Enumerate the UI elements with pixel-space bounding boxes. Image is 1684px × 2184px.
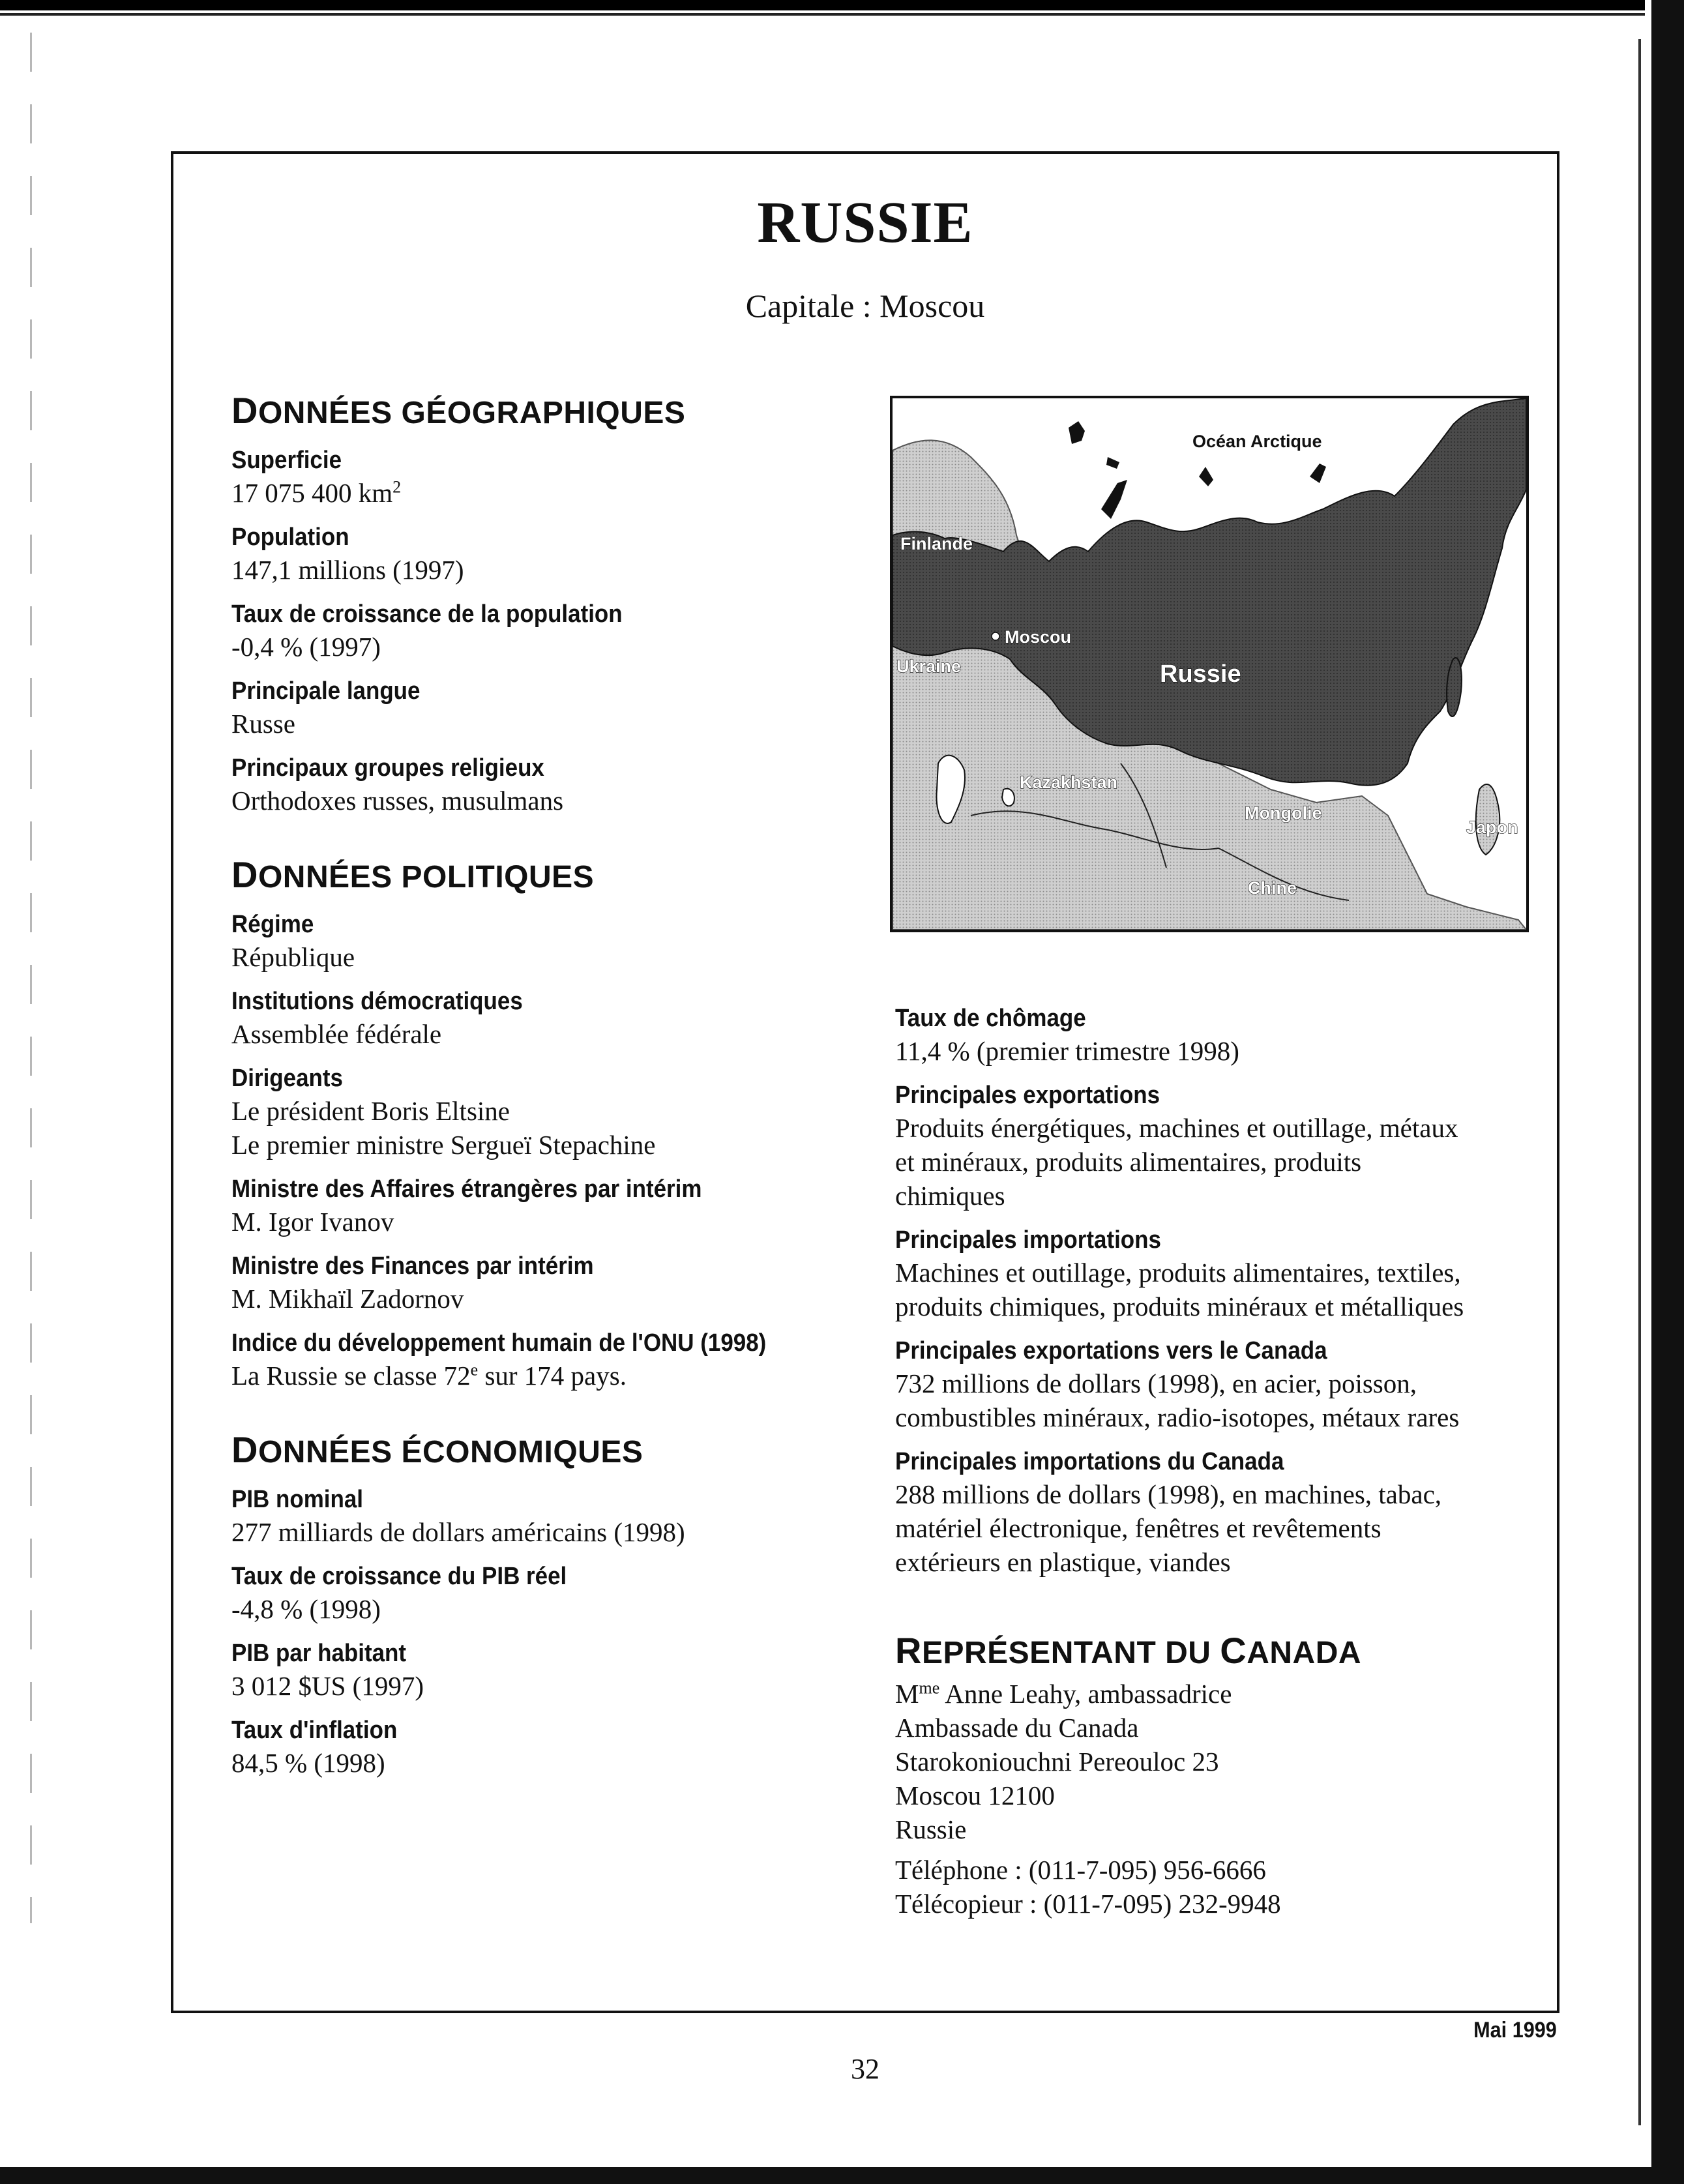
phone-number: Téléphone : (011-7-095) 956-6666 xyxy=(895,1855,1266,1885)
moscow-dot xyxy=(992,632,999,640)
representative-heading: REPRÉSENTANT DU CANADA xyxy=(895,1630,1362,1671)
geo-section xyxy=(231,391,883,818)
field-value: chimiques xyxy=(895,1181,1005,1211)
map-label-ocean: Océan Arctique xyxy=(1192,432,1322,451)
field-label: Taux de croissance de la population xyxy=(231,600,623,628)
field-label: PIB nominal xyxy=(231,1486,364,1513)
field-label: Taux d'inflation xyxy=(231,1717,398,1744)
left-column xyxy=(231,391,883,1818)
field-label: Régime xyxy=(231,911,314,938)
pol-section xyxy=(231,855,883,1393)
map-label-mongolia: Mongolie xyxy=(1245,803,1322,823)
address-line: Starokoniouchni Pereouloc 23 xyxy=(895,1747,1219,1777)
map-label-kazakhstan: Kazakhstan xyxy=(1020,773,1118,792)
map-svg xyxy=(893,398,1526,930)
field-label: Ministre des Finances par intérim xyxy=(231,1252,594,1280)
field-value: Machines et outillage, produits alimentaires, textiles, xyxy=(895,1258,1461,1288)
field-label: Dirigeants xyxy=(231,1065,343,1092)
scan-edge-left xyxy=(30,33,32,1923)
field-value: M. Igor Ivanov xyxy=(231,1207,394,1237)
field-label: Population xyxy=(231,524,349,551)
pol-heading: DONNÉES POLITIQUES xyxy=(231,854,595,895)
eco-heading: DONNÉES ÉCONOMIQUES xyxy=(231,1429,643,1470)
scan-edge-right-inner xyxy=(1636,39,1645,2125)
field-label: Principales exportations vers le Canada xyxy=(895,1337,1327,1365)
scan-edge-top xyxy=(0,0,1684,20)
field-value: 288 millions de dollars (1998), en machines, tabac, xyxy=(895,1479,1442,1509)
address-line: Ambassade du Canada xyxy=(895,1713,1139,1743)
field-value: et minéraux, produits alimentaires, produits xyxy=(895,1147,1362,1177)
page-subtitle: Capitale : Moscou xyxy=(745,288,985,324)
field-value: République xyxy=(231,942,355,972)
address-line: Moscou 12100 xyxy=(895,1780,1055,1810)
field-value: -4,8 % (1998) xyxy=(231,1594,381,1624)
field-value: 11,4 % (premier trimestre 1998) xyxy=(895,1036,1239,1066)
field-label: Principales exportations xyxy=(895,1082,1160,1109)
field-label: Institutions démocratiques xyxy=(231,988,523,1015)
map-label-china: Chine xyxy=(1248,878,1297,898)
field-label: Principaux groupes religieux xyxy=(231,754,544,782)
field-value: 84,5 % (1998) xyxy=(231,1748,385,1778)
scan-edge-bottom xyxy=(0,2158,1684,2184)
field-label: Superficie xyxy=(231,447,342,474)
page-title: RUSSIE xyxy=(757,190,973,255)
page-number: 32 xyxy=(851,2053,879,2085)
field-value: M. Mikhaïl Zadornov xyxy=(231,1284,464,1314)
field-label: Indice du développement humain de l'ONU (1998) xyxy=(231,1329,767,1357)
field-label: Taux de croissance du PIB réel xyxy=(231,1563,567,1590)
field-label: Principales importations xyxy=(895,1226,1161,1254)
field-value: Assemblée fédérale xyxy=(231,1019,442,1049)
field-value: extérieurs en plastique, viandes xyxy=(895,1547,1231,1577)
field-value: La Russie se classe 72e sur 174 pays. xyxy=(231,1360,627,1391)
field-value: Orthodoxes russes, musulmans xyxy=(231,786,564,816)
field-value: Le premier ministre Sergueï Stepachine xyxy=(231,1130,656,1160)
scan-edge-right xyxy=(1645,0,1684,2184)
field-value: 732 millions de dollars (1998), en acier, poisson, xyxy=(895,1368,1417,1398)
field-value: 147,1 millions (1997) xyxy=(231,555,464,585)
field-label: Ministre des Affaires étrangères par intérim xyxy=(231,1175,702,1203)
fax-number: Télécopieur : (011-7-095) 232-9948 xyxy=(895,1889,1281,1919)
address-line: Russie xyxy=(895,1814,967,1844)
aral-sea xyxy=(1002,789,1014,806)
eco-continued xyxy=(895,1003,1521,1579)
field-value: 3 012 $US (1997) xyxy=(231,1671,424,1701)
field-value: produits chimiques, produits minéraux et métalliques xyxy=(895,1291,1464,1321)
eco-section xyxy=(231,1430,883,1780)
russia-map xyxy=(890,396,1529,932)
right-column xyxy=(895,991,1521,1921)
map-label-japan: Japon xyxy=(1466,818,1518,837)
field-label: Taux de chômage xyxy=(895,1005,1086,1032)
map-label-ukraine: Ukraine xyxy=(896,657,962,676)
field-value: Produits énergétiques, machines et outillage, métaux xyxy=(895,1113,1458,1143)
field-value: combustibles minéraux, radio-isotopes, métaux rares xyxy=(895,1402,1460,1432)
geo-heading: DONNÉES GÉOGRAPHIQUES xyxy=(231,390,686,431)
field-label: Principales importations du Canada xyxy=(895,1448,1284,1475)
representative-section xyxy=(895,1631,1521,1921)
ambassador-name: $M^{me}$ Anne Leahy, ambassadrice xyxy=(895,1678,1232,1709)
field-value: Russe xyxy=(231,709,295,739)
field-value: Le président Boris Eltsine xyxy=(231,1096,510,1126)
field-value: 17 075 400 $km^2$ xyxy=(231,477,402,508)
map-label-finland: Finlande xyxy=(900,534,973,553)
field-label: PIB par habitant xyxy=(231,1640,407,1667)
field-value: 277 milliards de dollars américains (1998) xyxy=(231,1517,685,1547)
map-label-russia: Russie xyxy=(1160,660,1241,688)
map-label-moscow: Moscou xyxy=(1005,627,1072,647)
field-value: matériel électronique, fenêtres et revêtements xyxy=(895,1513,1381,1543)
field-value: -0,4 % (1997) xyxy=(231,632,381,662)
publication-date: Mai 1999 xyxy=(1473,2018,1557,2043)
field-label: Principale langue xyxy=(231,677,421,705)
